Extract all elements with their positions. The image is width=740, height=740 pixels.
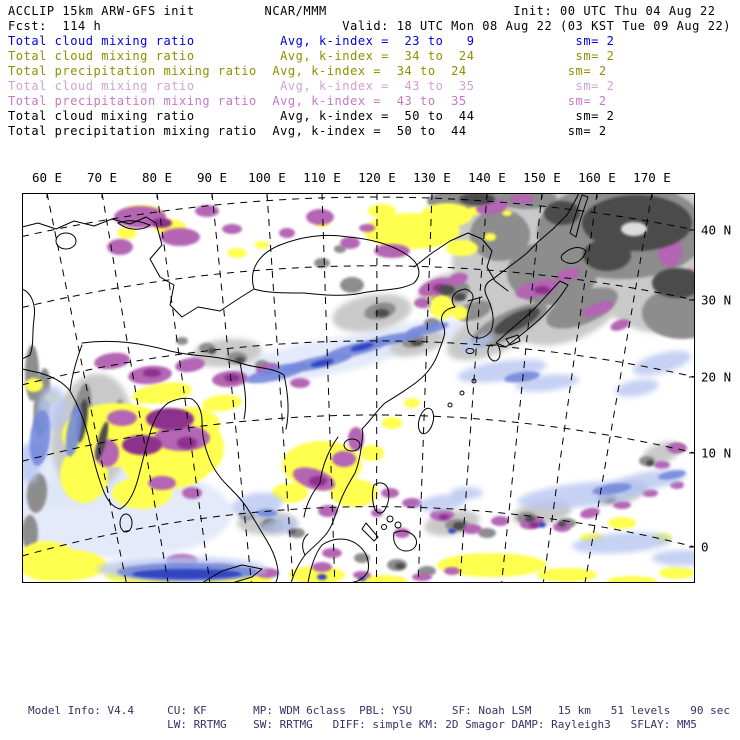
island-visayas-2 bbox=[395, 522, 401, 528]
cloud-blob bbox=[360, 445, 384, 461]
header-row-8: Total cloud mixing ratio Avg, k-index = 50 to 44 sm= 2 bbox=[8, 109, 615, 123]
cloud-blob bbox=[257, 509, 277, 517]
cloud-blob bbox=[537, 568, 597, 582]
cloud-blob bbox=[544, 201, 580, 225]
cloud-blob bbox=[451, 487, 483, 499]
cloud-blob bbox=[652, 550, 695, 566]
footer-model-info bbox=[28, 704, 730, 732]
lon-label: 150 E bbox=[523, 170, 561, 185]
map-plot bbox=[22, 193, 695, 583]
cloud-blob bbox=[608, 517, 636, 529]
lat-label: 40 N bbox=[701, 222, 732, 238]
header-row-6: Total cloud mixing ratio Avg, k-index = 43 to 35 sm= 2 bbox=[8, 79, 615, 93]
cloud-blob bbox=[439, 514, 449, 520]
cloud-blob bbox=[201, 393, 242, 412]
cloud-blob bbox=[381, 488, 399, 498]
cloud-blob bbox=[414, 298, 430, 308]
cloud-blob bbox=[529, 522, 539, 528]
cloud-blob bbox=[160, 228, 200, 246]
cloud-blob bbox=[510, 194, 534, 204]
cloud-blob bbox=[340, 277, 364, 293]
cloud-blob bbox=[290, 378, 310, 388]
lon-label: 130 E bbox=[413, 170, 451, 185]
cloud-blob bbox=[25, 345, 39, 401]
cloud-blob bbox=[583, 239, 631, 271]
cloud-blob bbox=[579, 506, 601, 520]
cloud-blob bbox=[368, 204, 396, 218]
cloud-blob bbox=[454, 293, 466, 301]
cloud-blob bbox=[502, 210, 512, 216]
cloud-blob bbox=[177, 437, 197, 449]
cloud-blob bbox=[446, 240, 478, 256]
lon-label: 90 E bbox=[196, 170, 228, 185]
cloud-blob bbox=[208, 348, 216, 354]
island-palawan bbox=[362, 523, 378, 541]
cloud-blob bbox=[224, 374, 240, 382]
lon-label: 110 E bbox=[303, 170, 341, 185]
lon-label: 170 E bbox=[633, 170, 671, 185]
coast-gulf-inlet bbox=[303, 534, 308, 555]
cloud-blob bbox=[538, 523, 546, 528]
cloud-blob bbox=[330, 479, 378, 507]
meridian-line bbox=[322, 193, 335, 583]
lon-label: 80 E bbox=[141, 170, 173, 185]
cloud-blob bbox=[558, 521, 566, 527]
cloud-blob bbox=[607, 576, 657, 583]
header-row-1: ACCLIP 15km ARW-GFS init NCAR/MMM Init: 00 UTC Thu 04 Aug 22 bbox=[8, 4, 716, 18]
island-visayas-3 bbox=[382, 525, 387, 530]
header-row-7: Total precipitation mixing ratio Avg, k-index = 43 to 35 sm= 2 bbox=[8, 94, 607, 108]
header-row-4: Total cloud mixing ratio Avg, k-index = 34 to 24 sm= 2 bbox=[8, 49, 615, 63]
island-ryukyu-2 bbox=[460, 391, 464, 395]
cloud-blob bbox=[394, 528, 410, 538]
lon-label: 140 E bbox=[468, 170, 506, 185]
header-row-9: Total precipitation mixing ratio Avg, k-index = 50 to 44 sm= 2 bbox=[8, 124, 607, 138]
cloud-blob bbox=[659, 567, 695, 579]
cloud-blob bbox=[525, 516, 535, 522]
cloud-blob bbox=[654, 461, 670, 469]
cloud-blob bbox=[222, 224, 242, 234]
cloud-blob bbox=[621, 222, 647, 236]
cloud-blob bbox=[322, 548, 342, 558]
cloud-blob bbox=[152, 218, 172, 228]
cloud-blob bbox=[374, 244, 410, 258]
cloud-blob bbox=[143, 369, 161, 377]
cloud-blob bbox=[227, 248, 247, 258]
cloud-blob bbox=[462, 524, 482, 534]
cloud-blob bbox=[182, 487, 202, 499]
cloud-blob bbox=[412, 573, 432, 581]
meridian-line bbox=[377, 193, 378, 583]
cloud-blob bbox=[404, 398, 420, 408]
cloud-blob bbox=[613, 501, 631, 509]
lat-label: 30 N bbox=[701, 292, 732, 308]
lat-label: 0 bbox=[701, 539, 709, 555]
cloud-blob bbox=[317, 574, 327, 580]
footer-line-1: Model Info: V4.4 CU: KF MP: WDM 6class PBL: YSU SF: Noah LSM 15 km 51 levels 90 sec bbox=[28, 704, 730, 717]
footer-line-2: LW: RRTMG SW: RRTMG DIFF: simple KM: 2D Smagor DAMP: Rayleigh3 SFLAY: MM5 bbox=[28, 718, 697, 731]
cloud-blob bbox=[309, 476, 327, 486]
island-ryukyu-3 bbox=[448, 403, 452, 407]
cloud-blob bbox=[132, 569, 242, 579]
header-row-5: Total precipitation mixing ratio Avg, k-index = 34 to 24 sm= 2 bbox=[8, 64, 607, 78]
lat-label: 20 N bbox=[701, 369, 732, 385]
cloud-blob bbox=[459, 193, 495, 205]
cloud-blob bbox=[382, 417, 402, 429]
lon-label: 120 E bbox=[358, 170, 396, 185]
map-figure bbox=[22, 193, 695, 583]
gray-eye-highlight bbox=[621, 222, 647, 236]
cloud-blob bbox=[312, 562, 332, 572]
cloud-blob bbox=[452, 306, 468, 320]
cloud-blob bbox=[448, 529, 456, 534]
island-visayas-1 bbox=[387, 516, 393, 522]
lon-label: 100 E bbox=[248, 170, 286, 185]
cloud-blob bbox=[306, 209, 334, 225]
header-row-3: Total cloud mixing ratio Avg, k-index = 23 to 9 sm= 2 bbox=[8, 34, 615, 48]
cloud-blob bbox=[667, 443, 687, 453]
cloud-blob bbox=[359, 224, 375, 232]
cloud-blob bbox=[332, 451, 356, 467]
cloud-blob bbox=[439, 285, 455, 295]
cloud-blob bbox=[484, 233, 496, 241]
cloud-blob bbox=[395, 563, 405, 569]
cloud-blob bbox=[176, 337, 188, 345]
cloud-blob bbox=[491, 516, 509, 526]
cloud-blob bbox=[453, 522, 465, 530]
cloud-blob bbox=[421, 203, 473, 227]
header-block bbox=[8, 4, 731, 139]
lon-label: 160 E bbox=[578, 170, 616, 185]
cloud-blob bbox=[146, 408, 194, 430]
lon-label: 70 E bbox=[86, 170, 118, 185]
cloud-blob bbox=[646, 460, 654, 466]
cloud-blob bbox=[107, 410, 137, 426]
lon-label: 60 E bbox=[31, 170, 63, 185]
cloud-blob bbox=[255, 241, 269, 249]
island-taiwan bbox=[416, 407, 436, 436]
lake-aral bbox=[56, 233, 76, 249]
cloud-blob bbox=[630, 346, 693, 381]
cloud-blob bbox=[444, 567, 460, 575]
border-china-sea bbox=[284, 375, 288, 429]
cloud-blob bbox=[470, 209, 530, 261]
longitude-axis-labels bbox=[0, 170, 740, 186]
border-russia-kazakhstan bbox=[22, 217, 254, 317]
cloud-blob bbox=[614, 376, 660, 399]
cloud-blob bbox=[195, 205, 219, 217]
cloud-blob bbox=[534, 286, 550, 294]
cloud-blob bbox=[340, 237, 360, 249]
lat-label: 10 N bbox=[701, 445, 732, 461]
cloud-blob bbox=[279, 228, 295, 238]
header-row-2: Fcst: 114 h Valid: 18 UTC Mon 08 Aug 22 (03 KST Tue 09 Aug 22) bbox=[8, 19, 732, 33]
